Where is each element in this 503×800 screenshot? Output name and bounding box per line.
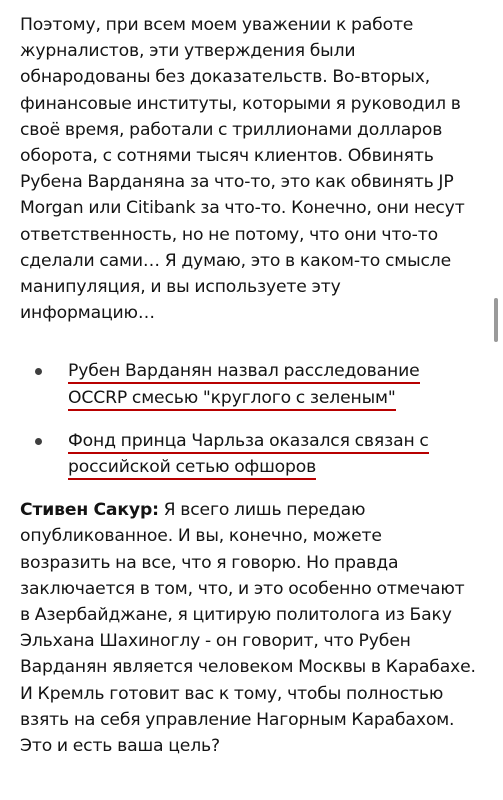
bullet-dot-icon (35, 438, 42, 445)
quote-text: Я всего лишь передаю опубликованное. И вы, конечно, можете возразить на все, что я говорю. Но правда заключается в том, что, и это особенно отмечают в Азербайджане, я цитирую политолога из Баку Эльхана Шахиноглу - он говорит, что Рубен Варданян является человеком Москвы в Карабахе. И Кремль готовит вас к тому, чтобы полностью взять на себя управление Нагорным Карабахом. Это и есть ваша цель? (20, 500, 476, 757)
related-link-prince-charles-fund[interactable]: Фонд принца Чарльза оказался связан с российской сетью офшоров (68, 431, 429, 480)
speaker-name: Стивен Сакур: (20, 500, 159, 521)
scrollbar-thumb[interactable] (494, 298, 498, 342)
article-paragraph: Поэтому, при всем моем уважении к работе журналистов, эти утверждения были обнародованы без доказательств. Во-вторых, финансовые институты, которыми я руководил в своё время, работали с триллионами долларов оборота, с сотнями тысяч клиентов. Обвинять Рубена Варданяна за что-то, это как обвинять JP Morgan или Citibank за что-то. Конечно, они несут ответственность, но не потому, что они что-то сделали сами… Я думаю, это в каком-то смысле манипуляция, и вы используете эту информацию… (20, 15, 465, 324)
related-link-vardanyan-occrp[interactable]: Рубен Варданян назвал расследование OCCRP смесью "круглого с зеленым" (68, 361, 420, 410)
related-links-list (20, 358, 476, 480)
related-link-item (20, 428, 476, 480)
related-link-item (20, 358, 476, 410)
article-body (20, 12, 476, 759)
article-paragraph (20, 497, 476, 759)
bullet-dot-icon (35, 368, 42, 375)
